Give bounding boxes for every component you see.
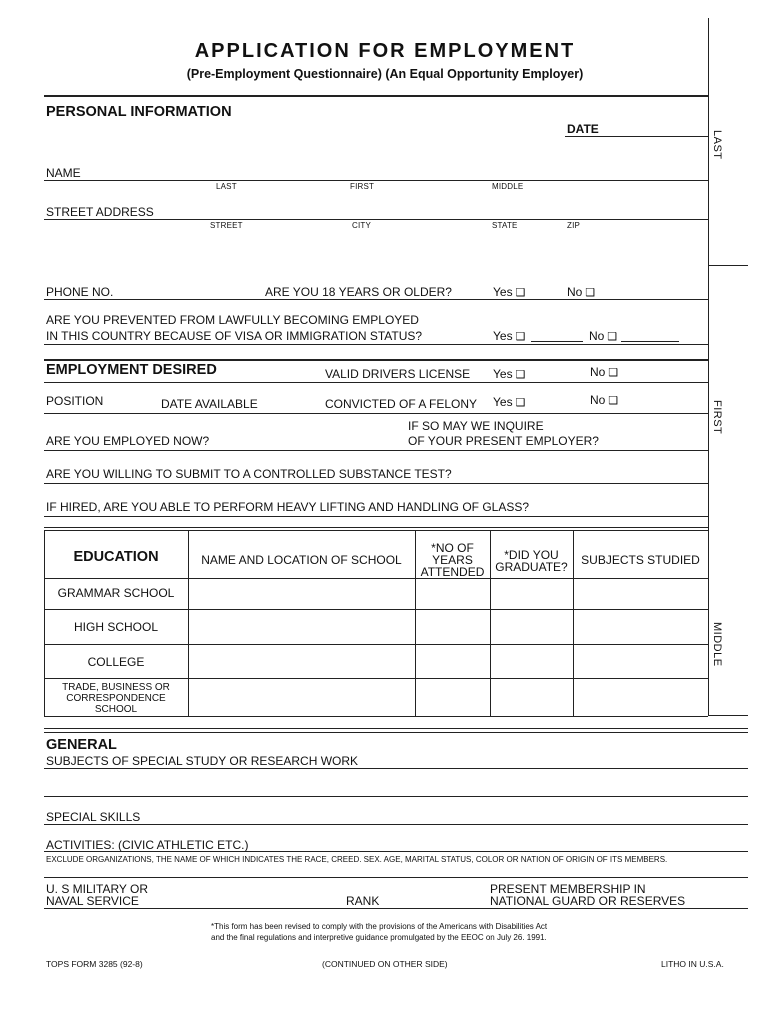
edu-row-college: COLLEGE [87, 655, 145, 669]
col-subjects-header: SUBJECTS STUDIED [581, 553, 700, 567]
visa-question-line1: ARE YOU PREVENTED FROM LAWFULLY BECOMING EMPLOYED [46, 313, 419, 327]
checkbox-icon[interactable]: ❑ [515, 397, 526, 409]
lifting-rule [44, 516, 708, 517]
side-strip-divider-2 [708, 715, 748, 716]
side-label-last: LAST [711, 130, 723, 160]
license-yes[interactable] [493, 367, 525, 381]
edu-row-trade-1: TRADE, BUSINESS OR [62, 682, 170, 693]
street-sub-zip: ZIP [567, 221, 581, 230]
special-study-field[interactable] [44, 768, 748, 769]
education-heading: EDUCATION [73, 549, 159, 565]
felony-yes[interactable] [493, 395, 525, 409]
footnote-line-2: and the final regulations and interpretive guidance promulgated by the EEOC on July 26. 1991. [211, 933, 547, 942]
visa-question-line2: IN THIS COUNTRY BECAUSE OF VISA OR IMMIGRATION STATUS? [46, 329, 423, 343]
personal-heading: PERSONAL INFORMATION [46, 104, 232, 120]
form-number: TOPS FORM 3285 (92-8) [46, 959, 143, 969]
felony-no[interactable] [590, 393, 618, 407]
checkbox-icon[interactable]: ❑ [585, 287, 596, 299]
checkbox-icon[interactable]: ❑ [515, 287, 526, 299]
street-sub-street: STREET [210, 221, 243, 230]
general-rule-top [44, 728, 748, 729]
edu-row-line [44, 678, 708, 679]
age-yes-label: Yes [493, 285, 513, 299]
inquire-question-line2: OF YOUR PRESENT EMPLOYER? [408, 434, 599, 448]
edu-row-line [44, 530, 708, 531]
felony-question: CONVICTED OF A FELONY [325, 397, 478, 411]
street-sub-city: CITY [352, 221, 372, 230]
checkbox-icon[interactable]: ❑ [608, 367, 619, 379]
special-study-label: SUBJECTS OF SPECIAL STUDY OR RESEARCH WORK [46, 754, 359, 768]
name-sub-last: LAST [216, 182, 237, 191]
edu-row-line [44, 716, 708, 717]
lifting-rule-2 [44, 527, 708, 528]
name-label: NAME [46, 166, 81, 180]
age-question: ARE YOU 18 YEARS OR OLDER? [265, 285, 452, 299]
age-yes[interactable] [493, 285, 525, 299]
date-field[interactable] [565, 136, 708, 137]
col-years-header-3: ATTENDED [420, 565, 485, 579]
col-grad-header-2: GRADUATE? [495, 560, 568, 574]
visa-yes-label: Yes [493, 329, 513, 343]
substance-rule [44, 483, 708, 484]
license-no[interactable] [590, 365, 618, 379]
felony-no-label: No [590, 393, 606, 407]
inquire-question-line1: IF SO MAY WE INQUIRE [408, 419, 544, 433]
visa-yes-line [531, 341, 583, 342]
edu-row-line [44, 578, 708, 579]
col-school-header: NAME AND LOCATION OF SCHOOL [201, 553, 402, 567]
litho-note: LITHO IN U.S.A. [661, 959, 724, 969]
street-sub-state: STATE [492, 221, 518, 230]
side-strip-divider-1 [708, 265, 748, 266]
substance-question: ARE YOU WILLING TO SUBMIT TO A CONTROLLED SUBSTANCE TEST? [46, 467, 452, 481]
visa-no-line [621, 341, 679, 342]
footnote-line-1: *This form has been revised to comply with the provisions of the Americans with Disabilities Act [211, 922, 548, 931]
license-question: VALID DRIVERS LICENSE [325, 367, 471, 381]
edu-row-grammar: GRAMMAR SCHOOL [57, 586, 175, 600]
col-years-header-2: YEARS [432, 553, 473, 567]
employed-rule [44, 450, 708, 451]
edu-row-high: HIGH SCHOOL [73, 620, 158, 634]
rank-label: RANK [346, 894, 380, 908]
edu-row-trade-3: SCHOOL [94, 704, 138, 715]
license-rule [44, 382, 708, 383]
form-title: APPLICATION FOR EMPLOYMENT [194, 40, 576, 62]
form-subtitle: (Pre-Employment Questionnaire) (An Equal Opportunity Employer) [186, 67, 584, 81]
general-rule-top-2 [44, 732, 748, 733]
edu-row-line [44, 644, 708, 645]
side-strip-line [708, 18, 709, 716]
exclude-note: EXCLUDE ORGANIZATIONS, THE NAME OF WHICH INDICATES THE RACE, CREED. SEX. AGE, MARITAL STATUS, COLOR OR NATION OF ORIGIN OF ITS MEMBERS. [46, 855, 668, 864]
edu-row-trade-2: CORRESPONDENCE [66, 693, 166, 704]
special-skills-label: SPECIAL SKILLS [46, 810, 141, 824]
position-label: POSITION [46, 394, 104, 408]
lifting-question: IF HIRED, ARE YOU ABLE TO PERFORM HEAVY LIFTING AND HANDLING OF GLASS? [46, 500, 530, 514]
name-sub-middle: MIDDLE [492, 182, 524, 191]
col-years-header-1: *NO OF [431, 541, 474, 555]
general-heading: GENERAL [46, 737, 117, 753]
age-no-label: No [567, 285, 583, 299]
header-rule [44, 95, 708, 97]
street-label: STREET ADDRESS [46, 205, 154, 219]
age-no[interactable] [567, 285, 595, 299]
activities-field[interactable] [44, 851, 748, 852]
name-field[interactable] [44, 180, 708, 181]
checkbox-icon[interactable]: ❑ [515, 331, 526, 343]
military-label-2: NAVAL SERVICE [46, 894, 139, 908]
checkbox-icon[interactable]: ❑ [607, 331, 618, 343]
street-field[interactable] [44, 219, 708, 220]
special-skills-field[interactable] [44, 824, 748, 825]
visa-yes[interactable] [493, 329, 525, 343]
activities-label: ACTIVITIES: (CIVIC ATHLETIC ETC.) [46, 838, 249, 852]
license-yes-label: Yes [493, 367, 513, 381]
guard-label-1: PRESENT MEMBERSHIP IN [490, 882, 646, 896]
felony-yes-label: Yes [493, 395, 513, 409]
position-rule [44, 413, 708, 414]
col-grad-header-1: *DID YOU [504, 548, 559, 562]
employment-heading: EMPLOYMENT DESIRED [46, 362, 217, 378]
employed-question: ARE YOU EMPLOYED NOW? [46, 434, 210, 448]
edu-row-line [44, 609, 708, 610]
activities-field-2[interactable] [44, 877, 748, 878]
military-field[interactable] [44, 908, 748, 909]
side-label-middle: MIDDLE [711, 622, 723, 667]
license-no-label: No [590, 365, 606, 379]
visa-rule [44, 344, 708, 345]
employment-rule-top [44, 359, 708, 361]
guard-label-2: NATIONAL GUARD OR RESERVES [490, 894, 686, 908]
date-label: DATE [567, 122, 599, 136]
special-study-field-2[interactable] [44, 796, 748, 797]
phone-label: PHONE NO. [46, 285, 114, 299]
education-table [44, 530, 708, 717]
name-sub-first: FIRST [350, 182, 375, 191]
side-label-first: FIRST [711, 400, 723, 435]
visa-no[interactable] [589, 329, 617, 343]
continued-note: (CONTINUED ON OTHER SIDE) [322, 959, 448, 969]
checkbox-icon[interactable]: ❑ [515, 369, 526, 381]
visa-no-label: No [589, 329, 605, 343]
military-label-1: U. S MILITARY OR [46, 882, 149, 896]
date-available-label: DATE AVAILABLE [161, 397, 258, 411]
checkbox-icon[interactable]: ❑ [608, 395, 619, 407]
phone-rule [44, 299, 708, 300]
